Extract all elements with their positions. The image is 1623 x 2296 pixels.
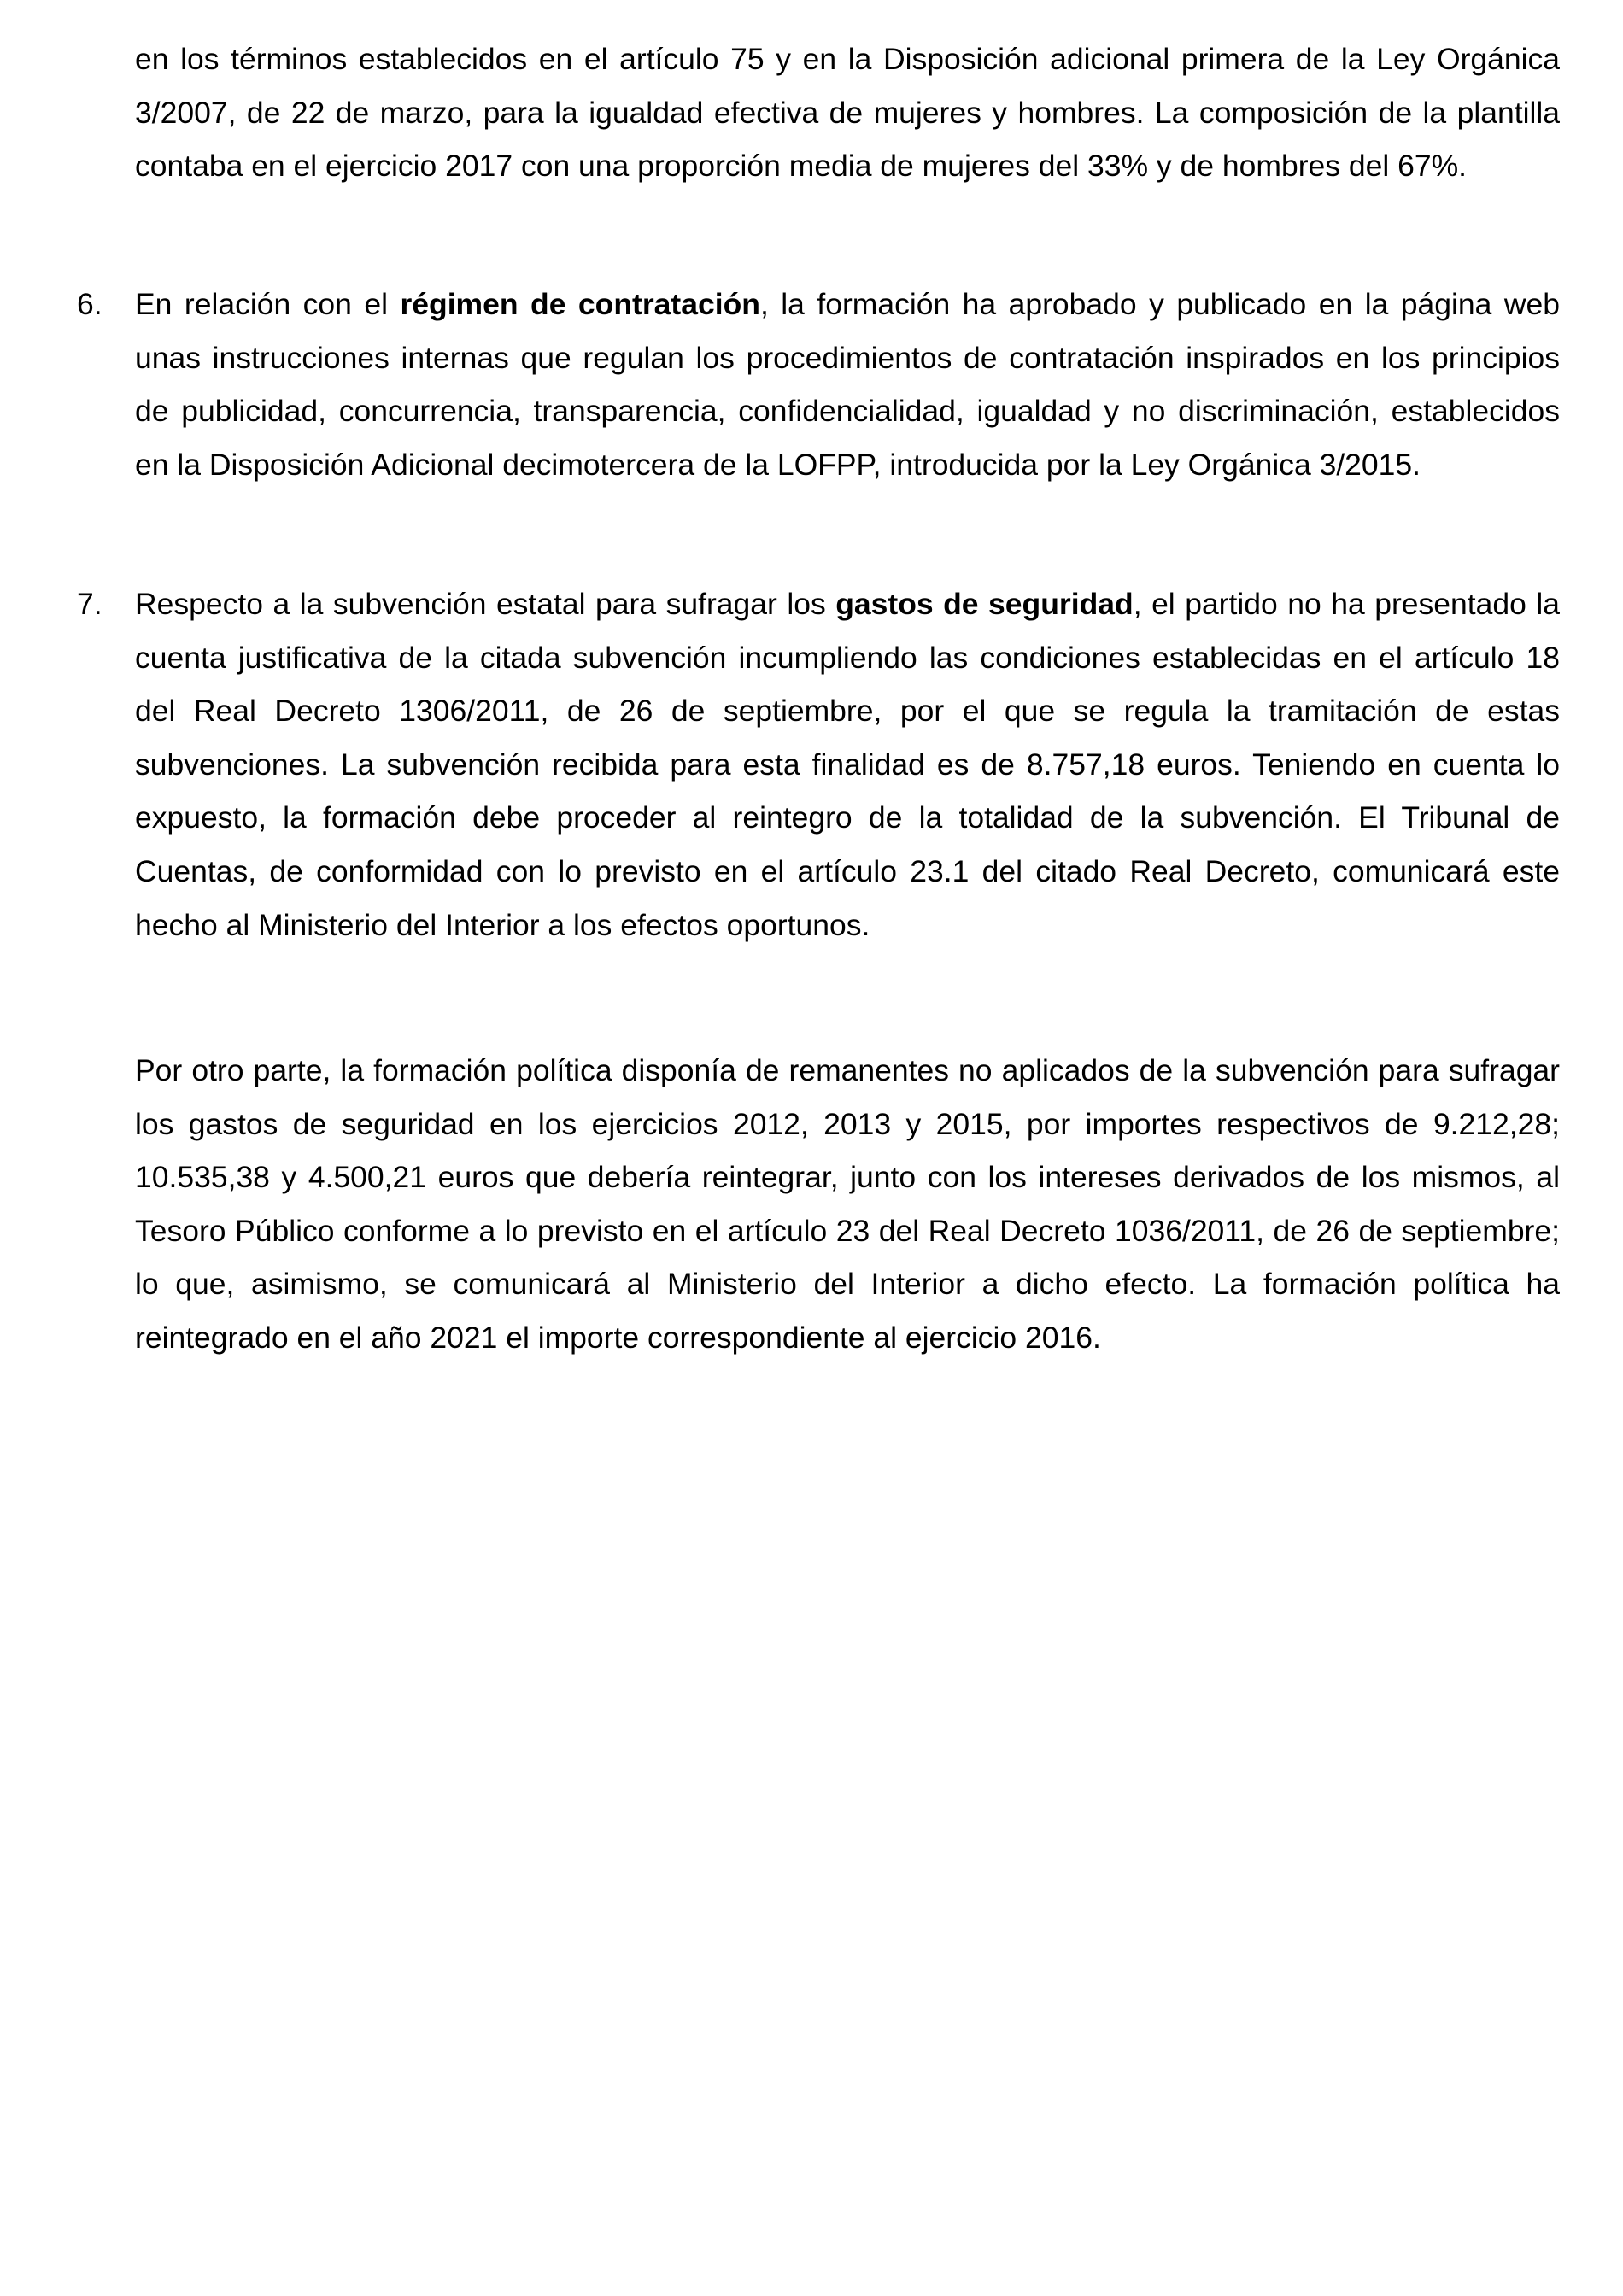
- continuation-paragraph: en los términos establecidos en el artículo 75 y en la Disposición adicional primera de la Ley Orgánica 3/2007, de 22 de marzo, para la igualdad efectiva de mujeres y hombres. La composición de la plantilla contaba en el ejercicio 2017 con una proporción media de mujeres del 33% y de hombres del 67%.: [135, 42, 1560, 184]
- item-bold-term: régimen de contratación: [400, 287, 760, 321]
- list-item-7: [77, 577, 1560, 952]
- item-text-before: Respecto a la subvención estatal para sufragar los: [135, 587, 836, 621]
- list-item-text: [135, 577, 1560, 952]
- item-bold-term: gastos de seguridad: [835, 587, 1134, 621]
- closing-paragraph: Por otro parte, la formación política disponía de remanentes no aplicados de la subvención para sufragar los gastos de seguridad en los ejercicios 2012, 2013 y 2015, por importes respectivos de 9.212,28; 10.535,38 y 4.500,21 euros que debería reintegrar, junto con los intereses derivados de los mismos, al Tesoro Público conforme a lo previsto en el artículo 23 del Real Decreto 1036/2011, de 26 de septiembre; lo que, asimismo, se comunicará al Ministerio del Interior a dicho efecto. La formación política ha reintegrado en el año 2021 el importe correspondiente al ejercicio 2016.: [135, 1053, 1560, 1355]
- item-number: 6.: [77, 287, 103, 321]
- item-number: 7.: [77, 587, 103, 621]
- item-text-after: , el partido no ha presentado la cuenta justificativa de la citada subvención incumpliendo las condiciones establecidas en el artículo 18 del Real Decreto 1306/2011, de 26 de septiembre, por el que se regula la tramitación de estas subvenciones. La subvención recibida para esta finalidad es de 8.757,18 euros. Teniendo en cuenta lo expuesto, la formación debe proceder al reintegro de la totalidad de la subvención. El Tribunal de Cuentas, de conformidad con lo previsto en el artículo 23.1 del citado Real Decreto, comunicará este hecho al Ministerio del Interior a los efectos oportunos.: [135, 587, 1560, 942]
- list-item-text: [135, 278, 1560, 491]
- list-item-6: [77, 278, 1560, 491]
- item-text-before: En relación con el: [135, 287, 401, 321]
- item-text-after: , la formación ha aprobado y publicado en la página web unas instrucciones internas que regulan los procedimientos de contratación inspirados en los principios de publicidad, concurrencia, transparencia, confidencialidad, igualdad y no discriminación, establecidos en la Disposición Adicional decimotercera de la LOFPP, introducida por la Ley Orgánica 3/2015.: [135, 287, 1560, 482]
